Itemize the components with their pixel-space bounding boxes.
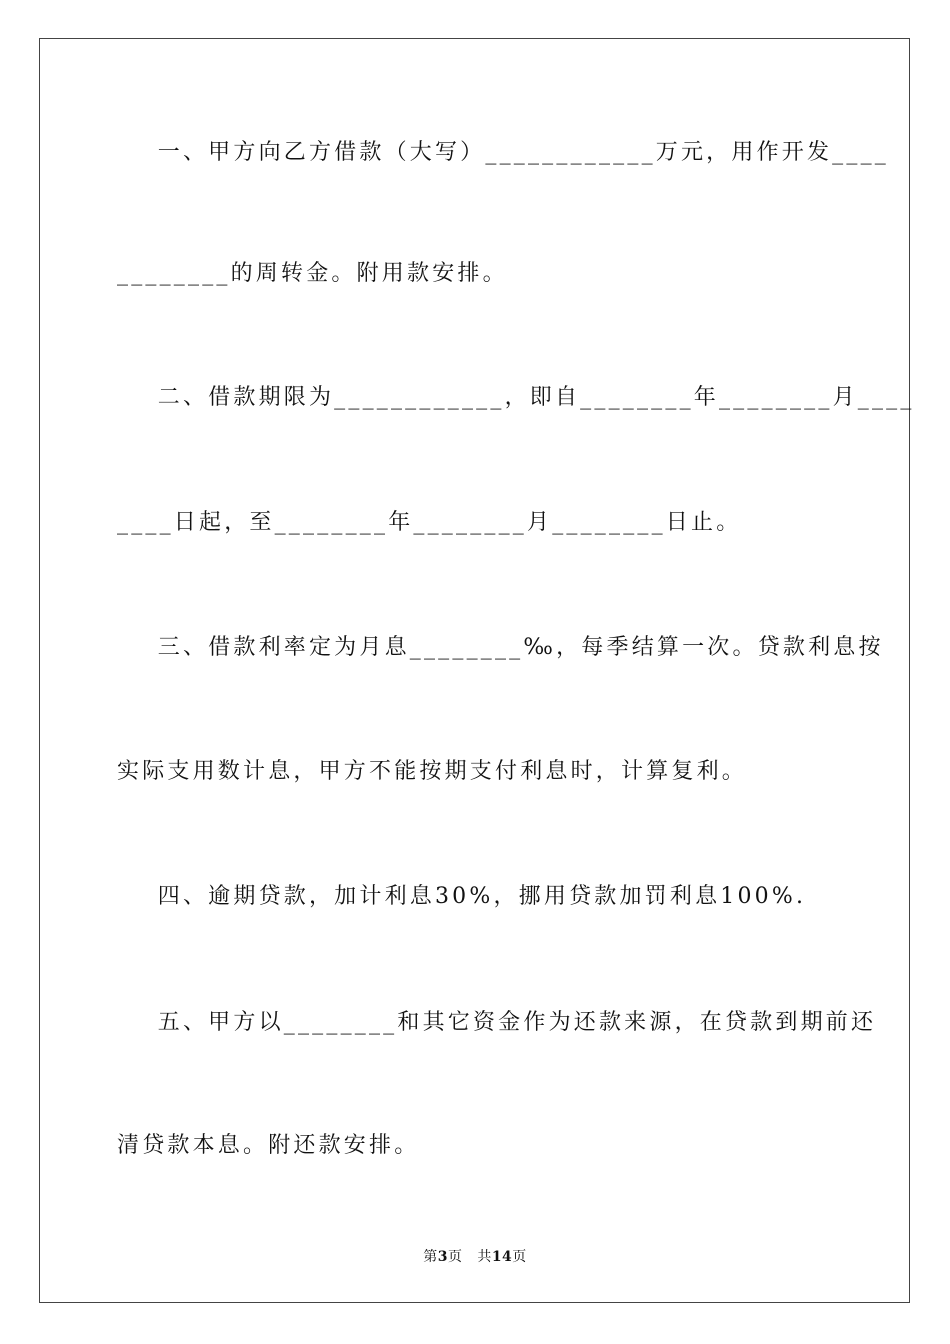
page-border [39, 38, 910, 1303]
clause-2-line-2: ____日起，至________年________月________日止。 [117, 510, 742, 535]
clause-4-line-1: 四、逾期贷款，加计利息30%，挪用贷款加罚利息100%. [117, 884, 807, 909]
page-footer [0, 1247, 950, 1267]
clause-5-line-1: 五、甲方以________和其它资金作为还款来源，在贷款到期前还 [117, 1010, 877, 1035]
clause-1-line-1: 一、甲方向乙方借款（大写）____________万元，用作开发____ [117, 140, 889, 165]
clause-2-line-1: 二、借款期限为____________，即自________年________月____ [117, 385, 915, 410]
total-prefix: 共 [477, 1249, 492, 1265]
page-total: 14 [491, 1249, 513, 1265]
page-current: 3 [437, 1249, 448, 1265]
clause-3-line-1: 三、借款利率定为月息________‰，每季结算一次。贷款利息按 [117, 635, 884, 660]
total-unit: 页 [512, 1249, 527, 1265]
clause-5-line-2: 清贷款本息。附还款安排。 [117, 1133, 420, 1158]
page-prefix: 第 [423, 1249, 438, 1265]
clause-3-line-2: 实际支用数计息，甲方不能按期支付利息时，计算复利。 [117, 759, 748, 784]
page-unit: 页 [447, 1249, 463, 1265]
clause-1-line-2: ________的周转金。附用款安排。 [117, 261, 508, 286]
